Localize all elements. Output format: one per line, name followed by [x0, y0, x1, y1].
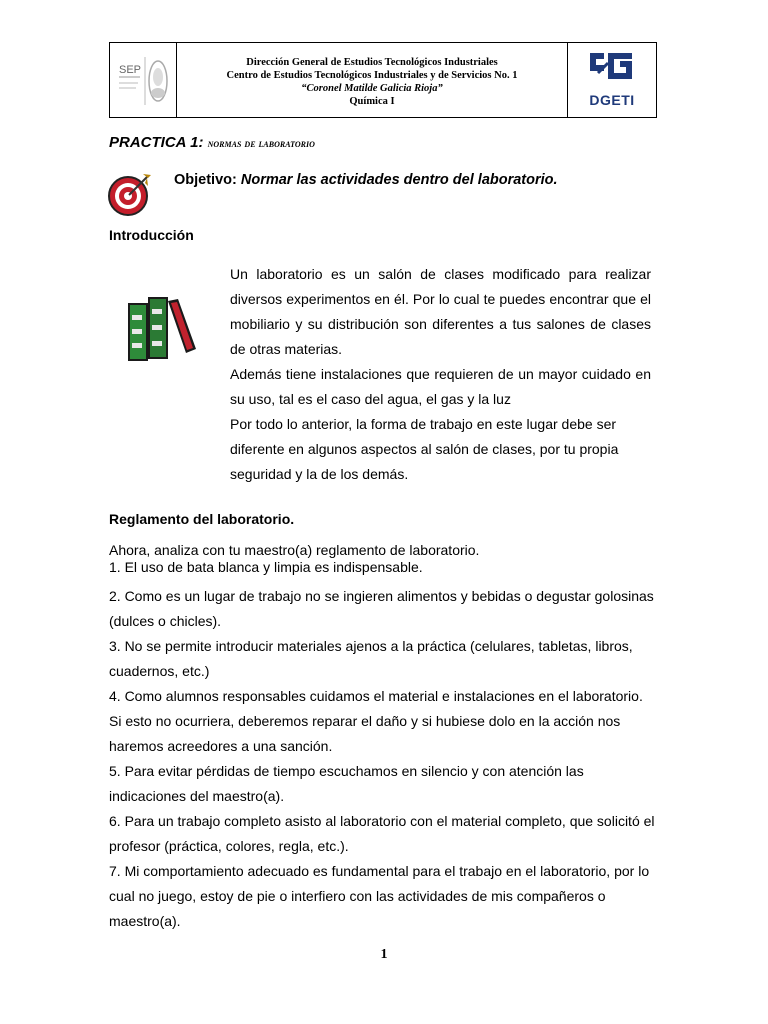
- header-line-3: “Coronel Matilde Galicia Rioja”: [301, 83, 443, 94]
- books-icon: [124, 291, 200, 363]
- title-suffix: normas de laboratorio: [207, 136, 315, 150]
- rule-item: 6. Para un trabajo completo asisto al laboratorio con el material completo, que solicitó el profesor (práctica, colores, regla, etc.).: [109, 813, 655, 854]
- rules-list: [109, 542, 657, 934]
- rule-item: 5. Para evitar pérdidas de tiempo escuchamos en silencio y con atención las indicaciones del maestro(a).: [109, 763, 584, 804]
- page-number: 1: [380, 947, 388, 962]
- svg-text:SEP: SEP: [119, 64, 142, 76]
- target-icon: [107, 170, 155, 218]
- intro-paragraph: Además tiene instalaciones que requieren de un mayor cuidado en su uso, tal es el caso del agua, el gas y la luz: [230, 366, 651, 407]
- rule-item: 4. Como alumnos responsables cuidamos el material e instalaciones en el laboratorio. Si esto no ocurriera, deberemos reparar el daño y si hubiese dolo en la acción nos haremos acreedores a una sanción.: [109, 688, 643, 754]
- document-header: [109, 42, 657, 118]
- rules-heading: Reglamento del laboratorio.: [109, 511, 295, 527]
- header-text: [177, 43, 567, 117]
- header-line-4: Química I: [349, 96, 395, 107]
- title-prefix: PRACTICA 1:: [109, 134, 204, 151]
- rule-item: 7. Mi comportamiento adecuado es fundamental para el trabajo en el laboratorio, por lo cual no juego, estoy de pie o interfiero con las actividades de mis compañeros o maestro(a).: [109, 863, 650, 929]
- objective: [174, 172, 558, 188]
- intro-paragraph: Por todo lo anterior, la forma de trabajo en este lugar debe ser diferente en algunos aspectos al salón de clases, por tu propia seguridad y la de los demás.: [230, 416, 619, 482]
- dgeti-logo: [567, 43, 656, 117]
- objective-label: Objetivo:: [174, 172, 237, 188]
- rule-item: 1. El uso de bata blanca y limpia es indispensable.: [109, 559, 423, 575]
- dgeti-logo-text: DGETI: [589, 92, 635, 108]
- header-line-1: Dirección General de Estudios Tecnológicos Industriales: [246, 57, 498, 68]
- rule-item: 3. No se permite introducir materiales ajenos a la práctica (celulares, tabletas, libros, cuadernos, etc.): [109, 638, 633, 679]
- objective-text: Normar las actividades dentro del laboratorio.: [240, 172, 558, 188]
- intro-paragraph: Un laboratorio es un salón de clases modificado para realizar diversos experimentos en él. Por lo cual te puedes encontrar que el mobiliario y su distribución son diferentes a tus salones de clases de otras materias.: [230, 266, 651, 357]
- practice-title: [109, 134, 315, 151]
- sep-logo: [110, 43, 177, 117]
- intro-heading: Introducción: [109, 227, 194, 243]
- rules-lead: Ahora, analiza con tu maestro(a) reglamento de laboratorio.: [109, 542, 480, 558]
- intro-body: [230, 262, 651, 487]
- header-line-2: Centro de Estudios Tecnológicos Industriales y de Servicios No. 1: [226, 70, 518, 81]
- rule-item: 2. Como es un lugar de trabajo no se ingieren alimentos y bebidas o degustar golosinas (dulces o chicles).: [109, 588, 654, 629]
